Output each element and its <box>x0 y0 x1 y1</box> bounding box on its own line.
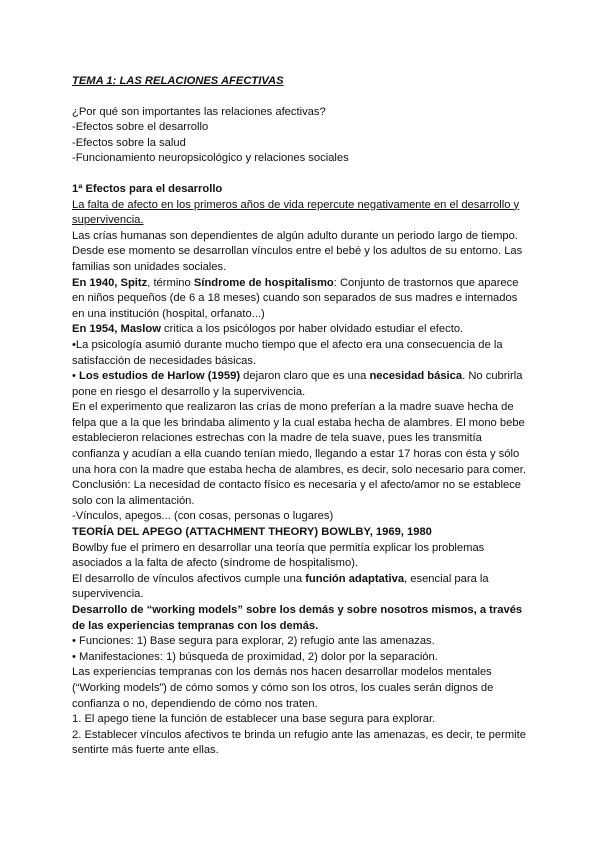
working-models-heading <box>72 603 532 634</box>
spacer <box>72 167 532 182</box>
harlow-rest: . No cubrirla pone en riesgo el desarrollo y la supervivencia. <box>72 370 523 398</box>
bullet-paragraph: •La psicología asumió durante mucho tiempo que el afecto era una consecuencia de la satisfacción de necesidades básicas. <box>72 338 503 367</box>
section2-heading-text: TEORÍA DEL APEGO (ATTACHMENT THEORY) BOWLBY, 1969, 1980 <box>72 526 432 539</box>
adaptive-paragraph <box>72 572 532 603</box>
harlow-paragraph <box>72 369 532 400</box>
intro-question: ¿Por qué son importantes las relaciones afectivas? <box>72 105 326 118</box>
numbered-item: 2. Establecer vínculos afectivos te brinda un refugio ante las amenazas, es decir, te permite sentirte más fuerte ante ellas. <box>72 728 526 757</box>
intro-item: -Efectos sobre el desarrollo <box>72 121 209 134</box>
adaptive-pre: El desarrollo de vínculos afectivos cumple una <box>72 572 306 585</box>
harlow-bullet: • <box>72 370 80 383</box>
intro-item: -Efectos sobre la salud <box>72 136 186 149</box>
funciones-line: • Funciones: 1) Base segura para explorar, 2) refugio ante las amenazas. <box>72 635 435 648</box>
maslow-rest: critica a los psicólogos por haber olvidado estudiar el efecto. <box>160 323 464 336</box>
experiment-paragraph: En el experimento que realizaron las crías de mono preferían a la madre suave hecha de felpa que a la que les brindaba alimento y la cual estaba hecha de alambres. El mono bebe establecieron relaciones estrechas con la madre de tela suave, pues les transmitía confianza y acudían a ella cuando tenían miedo, llegando a estar 17 horas con ésta y sólo una hora con la madre que estaba hecha de alambres, es decir, solo necesario para comer. <box>72 401 526 476</box>
numbered-item: 1. El apego tiene la función de establecer una base segura para explorar. <box>72 713 436 726</box>
maslow-bold: En 1954, Maslow <box>72 323 161 336</box>
adaptive-rest: , esencial para la supervivencia. <box>72 572 489 601</box>
maslow-paragraph <box>72 322 532 338</box>
adaptive-bold: función adaptativa <box>305 572 405 585</box>
section1-paragraph: Las crías humanas son dependientes de algún adulto durante un periodo largo de tiempo. Desde ese momento se desarrollan vínculos entre el bebé y los adultos de su entorno. Las familias son unidades sociales. <box>72 229 523 273</box>
section1-heading-text: 1ª Efectos para el desarrollo <box>72 182 223 195</box>
bowlby-paragraph: Bowlby fue el primero en desarrollar una teoría que permitía explicar los problemas asociados a la falta de afecto (síndrome de hospitalismo). <box>72 541 485 570</box>
document-title: TEMA 1: LAS RELACIONES AFECTIVAS <box>72 75 284 87</box>
harlow-term: necesidad básica <box>369 370 463 383</box>
document-page <box>72 74 532 759</box>
intro-item: -Funcionamiento neuropsicológico y relaciones sociales <box>72 152 349 165</box>
spitz-paragraph <box>72 276 532 323</box>
section2-heading <box>72 525 532 541</box>
section1-heading <box>72 182 532 198</box>
experiences-paragraph: Las experiencias tempranas con los demás nos hacen desarrollar modelos mentales (“Working models”) de cómo somos y cómo son los otros, los cuales serán dignos de confianza o no, dependiendo de cómo nos traten. <box>72 666 494 710</box>
section1-underlined: La falta de afecto en los primeros años de vida repercute negativamente en el desarrollo y supervivencia. <box>72 198 520 227</box>
manifestaciones-line: • Manifestaciones: 1) búsqueda de proximidad, 2) dolor por la separación. <box>72 650 438 663</box>
vinculos-line: -Vínculos, apegos... (con cosas, personas o lugares) <box>72 510 334 523</box>
working-models-heading-text: Desarrollo de “working models” sobre los demás y sobre nosotros mismos, a través de las experiencias tempranas con los demás. <box>72 604 523 632</box>
harlow-mid: dejaron claro que es una <box>240 370 370 383</box>
spitz-bold: En 1940, Spitz <box>72 276 148 289</box>
spitz-term: Síndrome de hospitalismo <box>193 276 334 289</box>
harlow-bold: Los estudios de Harlow (1959) <box>79 370 241 383</box>
conclusion-paragraph: Conclusión: La necesidad de contacto físico es necesaria y el afecto/amor no se establece solo con la alimentación. <box>72 479 522 507</box>
spitz-rest: : Conjunto de trastornos que aparece en niños pequeños (de 6 a 18 meses) cuando son separados de sus madres e internados en una institución (hospital, orfanato...) <box>72 276 519 320</box>
spitz-mid: , término <box>147 276 194 289</box>
